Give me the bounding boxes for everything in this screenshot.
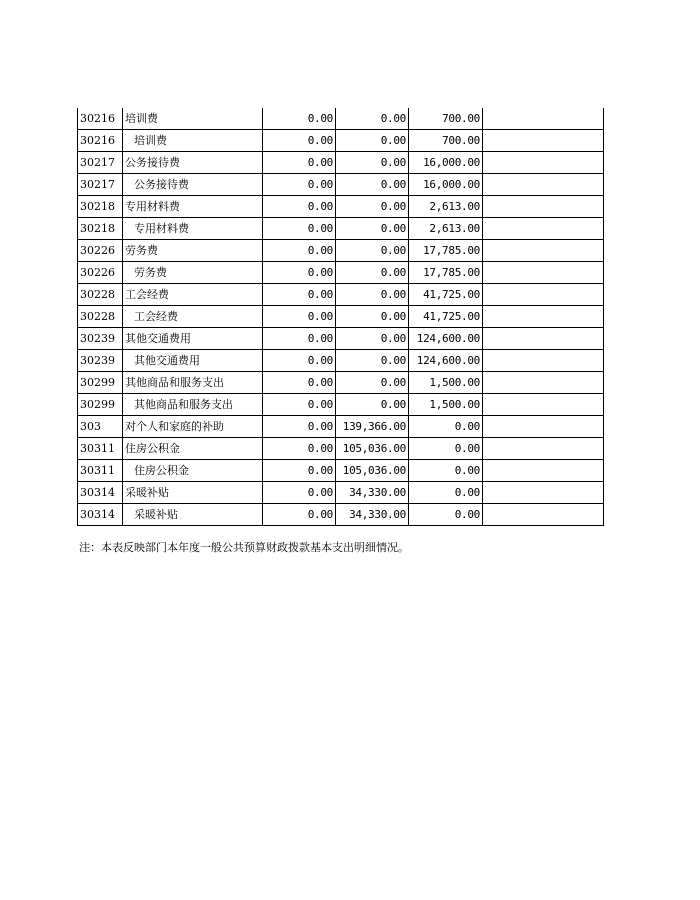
blank-cell [483,262,604,284]
account-name-cell: 培训费 [123,130,263,152]
amount-cell-2: 0.00 [336,306,409,328]
account-code-cell: 30239 [78,328,123,350]
amount-cell-3: 0.00 [409,416,483,438]
amount-cell-2: 0.00 [336,108,409,130]
table-row [78,328,604,350]
account-code-cell: 30226 [78,262,123,284]
account-name-cell: 专用材料费 [123,218,263,240]
table-row [78,504,604,526]
amount-cell-1: 0.00 [263,174,336,196]
amount-cell-3: 2,613.00 [409,196,483,218]
expenditure-table [77,108,604,526]
blank-cell [483,174,604,196]
amount-cell-3: 0.00 [409,438,483,460]
amount-cell-1: 0.00 [263,416,336,438]
account-code-cell: 30218 [78,218,123,240]
table-row [78,460,604,482]
table-row [78,350,604,372]
table-body [78,108,604,526]
amount-cell-3: 17,785.00 [409,262,483,284]
blank-cell [483,394,604,416]
amount-cell-2: 0.00 [336,372,409,394]
blank-cell [483,218,604,240]
amount-cell-2: 0.00 [336,240,409,262]
table-row [78,482,604,504]
amount-cell-3: 41,725.00 [409,306,483,328]
blank-cell [483,438,604,460]
blank-cell [483,284,604,306]
amount-cell-3: 700.00 [409,108,483,130]
account-name-cell: 公务接待费 [123,152,263,174]
table-row [78,262,604,284]
account-code-cell: 303 [78,416,123,438]
amount-cell-1: 0.00 [263,482,336,504]
account-code-cell: 30216 [78,130,123,152]
amount-cell-3: 2,613.00 [409,218,483,240]
table-row [78,196,604,218]
account-code-cell: 30218 [78,196,123,218]
account-code-cell: 30239 [78,350,123,372]
account-name-cell: 公务接待费 [123,174,263,196]
amount-cell-1: 0.00 [263,328,336,350]
account-name-cell: 工会经费 [123,284,263,306]
amount-cell-2: 34,330.00 [336,482,409,504]
amount-cell-2: 0.00 [336,174,409,196]
amount-cell-3: 0.00 [409,460,483,482]
blank-cell [483,240,604,262]
amount-cell-2: 0.00 [336,284,409,306]
amount-cell-3: 124,600.00 [409,328,483,350]
table-row [78,108,604,130]
amount-cell-3: 1,500.00 [409,372,483,394]
blank-cell [483,306,604,328]
amount-cell-1: 0.00 [263,504,336,526]
amount-cell-3: 124,600.00 [409,350,483,372]
account-code-cell: 30314 [78,482,123,504]
amount-cell-2: 0.00 [336,130,409,152]
amount-cell-1: 0.00 [263,438,336,460]
blank-cell [483,328,604,350]
blank-cell [483,196,604,218]
blank-cell [483,372,604,394]
table-row [78,130,604,152]
amount-cell-3: 0.00 [409,482,483,504]
account-code-cell: 30299 [78,372,123,394]
account-name-cell: 培训费 [123,108,263,130]
account-name-cell: 工会经费 [123,306,263,328]
table-row [78,438,604,460]
account-name-cell: 其他商品和服务支出 [123,394,263,416]
account-name-cell: 专用材料费 [123,196,263,218]
table-row [78,240,604,262]
amount-cell-2: 0.00 [336,196,409,218]
account-code-cell: 30217 [78,174,123,196]
budget-sheet [77,108,604,526]
account-name-cell: 其他交通费用 [123,350,263,372]
table-row [78,416,604,438]
account-code-cell: 30228 [78,306,123,328]
amount-cell-1: 0.00 [263,196,336,218]
account-code-cell: 30228 [78,284,123,306]
table-row [78,284,604,306]
amount-cell-1: 0.00 [263,460,336,482]
amount-cell-1: 0.00 [263,284,336,306]
table-footnote: 注：本表反映部门本年度一般公共预算财政拨款基本支出明细情况。 [79,541,409,554]
amount-cell-2: 0.00 [336,218,409,240]
account-code-cell: 30216 [78,108,123,130]
amount-cell-3: 41,725.00 [409,284,483,306]
account-name-cell: 对个人和家庭的补助 [123,416,263,438]
amount-cell-3: 700.00 [409,130,483,152]
table-row [78,174,604,196]
blank-cell [483,152,604,174]
account-name-cell: 住房公积金 [123,438,263,460]
account-code-cell: 30314 [78,504,123,526]
account-code-cell: 30299 [78,394,123,416]
account-name-cell: 其他交通费用 [123,328,263,350]
table-row [78,394,604,416]
amount-cell-1: 0.00 [263,262,336,284]
amount-cell-2: 0.00 [336,328,409,350]
table-row [78,218,604,240]
amount-cell-2: 0.00 [336,394,409,416]
amount-cell-1: 0.00 [263,372,336,394]
blank-cell [483,108,604,130]
amount-cell-2: 0.00 [336,350,409,372]
amount-cell-2: 139,366.00 [336,416,409,438]
amount-cell-1: 0.00 [263,306,336,328]
amount-cell-3: 16,000.00 [409,174,483,196]
blank-cell [483,504,604,526]
account-code-cell: 30311 [78,460,123,482]
amount-cell-2: 105,036.00 [336,438,409,460]
amount-cell-2: 105,036.00 [336,460,409,482]
blank-cell [483,130,604,152]
blank-cell [483,416,604,438]
amount-cell-1: 0.00 [263,152,336,174]
account-name-cell: 劳务费 [123,262,263,284]
amount-cell-1: 0.00 [263,350,336,372]
amount-cell-3: 0.00 [409,504,483,526]
table-row [78,152,604,174]
table-row [78,372,604,394]
amount-cell-3: 1,500.00 [409,394,483,416]
amount-cell-2: 34,330.00 [336,504,409,526]
amount-cell-2: 0.00 [336,152,409,174]
table-row [78,306,604,328]
amount-cell-1: 0.00 [263,108,336,130]
amount-cell-1: 0.00 [263,130,336,152]
amount-cell-1: 0.00 [263,394,336,416]
blank-cell [483,482,604,504]
account-code-cell: 30226 [78,240,123,262]
amount-cell-3: 17,785.00 [409,240,483,262]
amount-cell-1: 0.00 [263,218,336,240]
account-name-cell: 住房公积金 [123,460,263,482]
account-code-cell: 30311 [78,438,123,460]
amount-cell-2: 0.00 [336,262,409,284]
amount-cell-3: 16,000.00 [409,152,483,174]
account-name-cell: 劳务费 [123,240,263,262]
account-name-cell: 采暖补贴 [123,504,263,526]
account-name-cell: 采暖补贴 [123,482,263,504]
account-code-cell: 30217 [78,152,123,174]
blank-cell [483,460,604,482]
account-name-cell: 其他商品和服务支出 [123,372,263,394]
blank-cell [483,350,604,372]
amount-cell-1: 0.00 [263,240,336,262]
